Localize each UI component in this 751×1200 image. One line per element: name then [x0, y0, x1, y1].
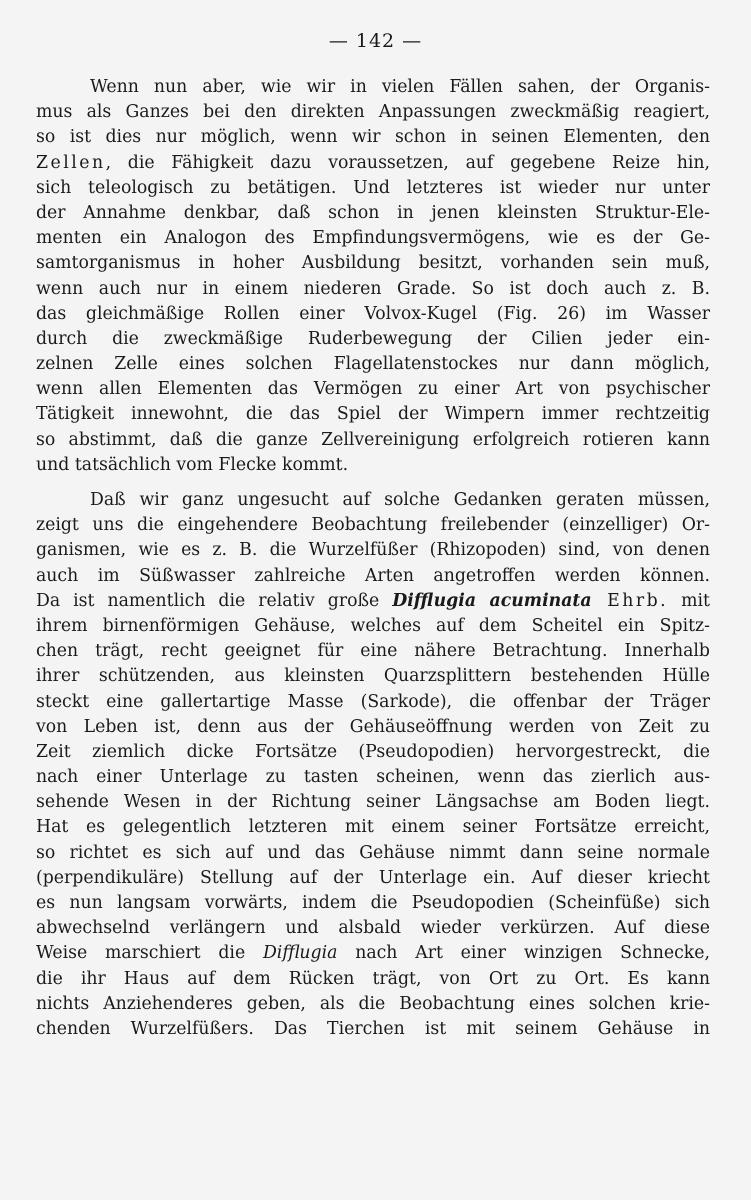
text-line: sich teleologisch zu betätigen. Und letzteres ist wieder nur unter: [36, 177, 710, 198]
paragraph-1: [36, 75, 710, 478]
text-line: (perpendikuläre) Stellung auf der Unterlage ein. Auf dieser kriecht: [36, 867, 710, 888]
text-line: das gleichmäßige Rollen einer Volvox-Kugel (Fig. 26) im Wasser: [36, 303, 710, 324]
text-line: nach einer Unterlage zu tasten scheinen, wenn das zierlich aus-: [36, 767, 710, 788]
text-line: Hat es gelegentlich letzteren mit einem seiner Fortsätze erreicht,: [36, 817, 710, 838]
text-line: menten ein Analogon des Empfindungsvermögens, wie es der Ge-: [36, 228, 710, 249]
genus-name: Difflugia: [262, 943, 338, 964]
text-line: chenden Wurzelfüßers. Das Tierchen ist mit seinem Gehäuse in: [36, 1018, 710, 1039]
text-line: mus als Ganzes bei den direkten Anpassungen zweckmäßig reagiert,: [36, 102, 710, 123]
text-line: die ihr Haus auf dem Rücken trägt, von Ort zu Ort. Es kann: [36, 968, 710, 989]
text-line: wenn auch nur in einem niederen Grade. So ist doch auch z. B.: [36, 278, 710, 299]
text-line: es nun langsam vorwärts, indem die Pseudopodien (Scheinfüße) sich: [36, 893, 710, 913]
text-line: chen trägt, recht geeignet für eine nähere Betrachtung. Innerhalb: [36, 641, 710, 662]
text-line: zeigt uns die eingehendere Beobachtung freilebender (einzelliger) Or-: [36, 515, 710, 536]
body-text: [36, 75, 710, 1042]
text-line: ihrem birnenförmigen Gehäuse, welches auf dem Scheitel ein Spitz-: [36, 615, 710, 636]
text-line: auch im Süßwasser zahlreiche Arten angetroffen werden können.: [36, 565, 710, 586]
paragraph-2: [36, 488, 710, 1042]
text-line: sehende Wesen in der Richtung seiner Längsachse am Boden liegt.: [36, 792, 710, 813]
text-line: nichts Anziehenderes geben, als die Beobachtung eines solchen krie-: [36, 993, 710, 1014]
text-line: ganismen, wie es z. B. die Wurzelfüßer (Rhizopoden) sind, von denen: [36, 540, 710, 561]
text-line: so abstimmt, daß die ganze Zellvereinigung erfolgreich rotieren kann: [36, 429, 710, 450]
text-line: Zellen, die Fähigkeit dazu voraussetzen, auf gegebene Reize hin,: [36, 152, 710, 173]
author-abbrev: Ehrb.: [591, 590, 669, 611]
text-line: und tatsächlich vom Flecke kommt.: [36, 454, 349, 475]
spaced-word: Zellen: [36, 152, 106, 173]
text-line: Daß wir ganz ungesucht auf solche Gedanken geraten müssen,: [90, 490, 710, 510]
page-number: — 142 —: [328, 30, 423, 52]
text-line: durch die zweckmäßige Ruderbewegung der Cilien jeder ein-: [36, 328, 710, 349]
text-line: Weise marschiert die Difflugia nach Art einer winzigen Schnecke,: [36, 943, 710, 964]
text-line: der Annahme denkbar, daß schon in jenen kleinsten Struktur-Ele-: [36, 202, 710, 223]
text-line: Wenn nun aber, wie wir in vielen Fällen sahen, der Organis-: [90, 77, 710, 97]
text-line: so ist dies nur möglich, wenn wir schon in seinen Elementen, den: [36, 127, 710, 148]
text-line: Da ist namentlich die relativ große Difflugia acuminata Ehrb. mit: [36, 590, 710, 611]
text-line: ihrer schützenden, aus kleinsten Quarzsplittern bestehenden Hülle: [36, 666, 710, 687]
text-line: zelnen Zelle eines solchen Flagellatenstockes nur dann möglich,: [36, 354, 710, 375]
text-line: so richtet es sich auf und das Gehäuse nimmt dann seine normale: [36, 842, 710, 863]
text-line: Tätigkeit innewohnt, die das Spiel der Wimpern immer rechtzeitig: [36, 404, 710, 425]
text-line: wenn allen Elementen das Vermögen zu einer Art von psychischer: [36, 379, 710, 400]
text-line: Zeit ziemlich dicke Fortsätze (Pseudopodien) hervorgestreckt, die: [36, 741, 710, 762]
text-line: von Leben ist, denn aus der Gehäuseöffnung werden von Zeit zu: [36, 716, 710, 737]
text-line: steckt eine gallertartige Masse (Sarkode), die offenbar der Träger: [36, 691, 710, 712]
text-line: samtorganismus in hoher Ausbildung besitzt, vorhanden sein muß,: [36, 253, 710, 274]
paragraph-gap: [36, 478, 710, 488]
text-line: abwechselnd verlängern und alsbald wieder verkürzen. Auf diese: [36, 918, 710, 939]
species-name: Difflugia acuminata: [392, 590, 592, 611]
